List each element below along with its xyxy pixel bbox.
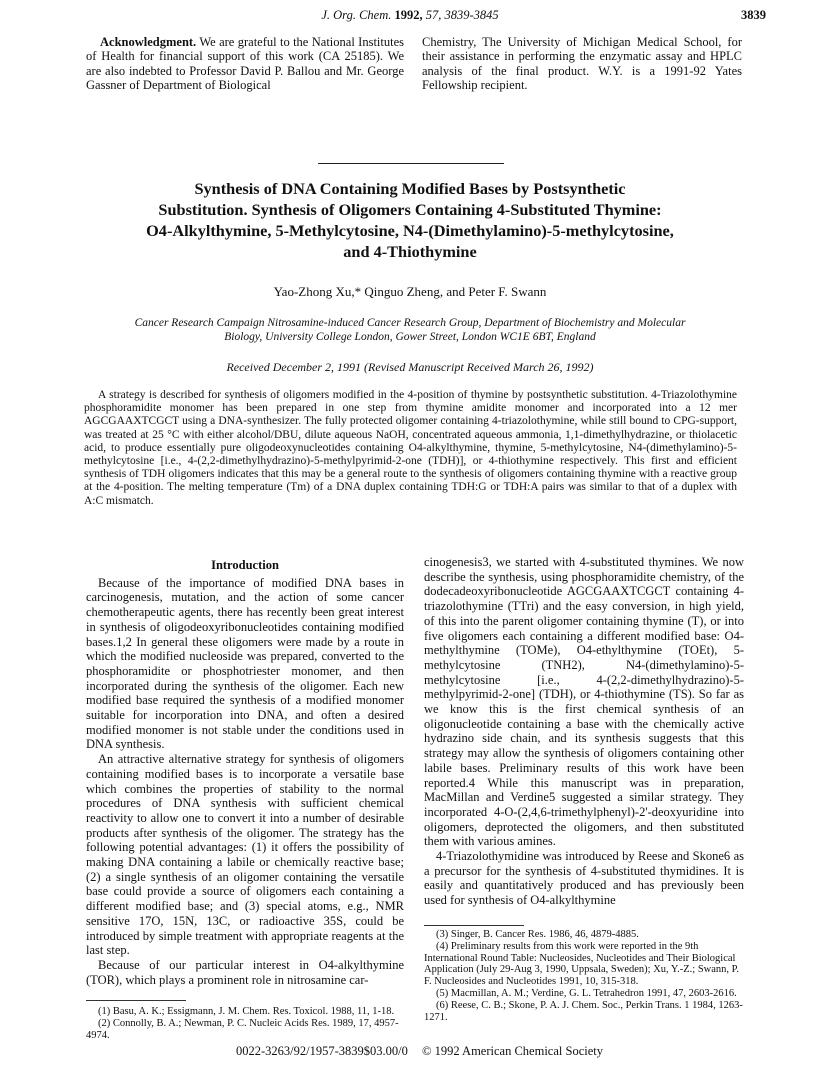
right-column bbox=[424, 555, 744, 908]
footnote-rule-left bbox=[86, 1000, 186, 1001]
footnote-6: (6) Reese, C. B.; Skone, P. A. J. Chem. Soc., Perkin Trans. 1 1984, 1263-1271. bbox=[424, 999, 743, 1023]
footnote-3: (3) Singer, B. Cancer Res. 1986, 46, 4879-4885. bbox=[436, 929, 639, 940]
received-dates: Received December 2, 1991 (Revised Manuscript Received March 26, 1992) bbox=[226, 360, 594, 374]
acknowledgment-text-left: We are grateful to the National Institutes of Health for financial support of this work (CA 25185). We are also indebted to Professor David P. Ballou and Mr. George Gassner of Department of Biological bbox=[86, 35, 405, 93]
copyright-notice: © 1992 American Chemical Society bbox=[422, 1044, 603, 1058]
intro-paragraph-1: Because of the importance of modified DNA bases in carcinogenesis, mutation, and the action of some cancer chemotherapeutic agents, there has recently been great interest in synthesis of oligodeoxyribonucleotides containing modified bases.1,2 In general these oligomers were made by a route in which the modified nucleoside was prepared, converted to the phosphoramidite or phosphotriester monomer, and then incorporated during the synthesis of the oligomer. Each new modified base required the synthesis of a modified monomer suitable for incorporation into DNA, and often a desired modified monomer is not stable under the conditions used in DNA synthesis. bbox=[86, 575, 404, 752]
acknowledgment-left bbox=[86, 35, 404, 93]
page-footer bbox=[0, 1044, 820, 1062]
journal-name: J. Org. Chem. bbox=[321, 8, 392, 22]
acknowledgment-right: Chemistry, The University of Michigan Medical School, for their assistance in performing the enzymatic assay and HPLC analysis of the final product. W.Y. is a 1991-92 Yates Fellowship recipient. bbox=[422, 35, 742, 93]
abstract bbox=[84, 389, 737, 508]
introduction-heading: Introduction bbox=[211, 558, 279, 572]
footnote-4: (4) Preliminary results from this work were reported in the 9th International Round Table: Nucleosides, Nucleotides and Their Biological Application (July 29-Aug 3, 1990, Uppsala, Sweden); Xu, Y.-Z.; Swann, P. F. Nucleosides and Nucleotides 1991, 10, 315-318. bbox=[424, 940, 739, 988]
intro-paragraph-2: An attractive alternative strategy for synthesis of oligomers containing modified bases is to incorporate a versatile base which combines the properties of stability to the normal procedures of DNA synthesis with sufficient chemical reactivity to allow one to convert it into a number of desirable products after synthesis of the oligomer. The strategy has the following potential advantages: (1) it offers the possibility of making DNA containing a labile or chemically reactive base; (2) a single synthesis of an oligomer containing the versatile base could provide a source of oligomers each containing a different modified base; and (3) special atoms, e.g., NMR sensitive 17O, 15N, 13C, or radioactive 35S, could be introduced by simple treatment with appropriate reagents at the last step. bbox=[86, 752, 404, 958]
footnotes-left bbox=[86, 1006, 404, 1041]
running-head bbox=[0, 8, 820, 28]
intro-paragraph-3: Because of our particular interest in O4-alkylthymine (TOR), which plays a prominent role in nitrosamine car- bbox=[86, 957, 404, 987]
article-title bbox=[70, 178, 750, 262]
left-column bbox=[86, 558, 404, 987]
title-line-3: O4-Alkylthymine, 5-Methylcytosine, N4-(Dimethylamino)-5-methylcytosine, bbox=[146, 221, 674, 240]
journal-volume-pages: 57, 3839-3845 bbox=[425, 8, 499, 22]
intro-paragraph-5: 4-Triazolothymidine was introduced by Reese and Skone6 as a precursor for the synthesis of 4-substituted thymidines. It is easily and quantitatively produced and has previously been used for synthesis of O4-alkylthymine bbox=[424, 849, 744, 908]
author-affiliation: Cancer Research Campaign Nitrosamine-induced Cancer Research Group, Department of Biochemistry and Molecular Biology, University College London, Gower Street, London WC1E 6BT, England bbox=[134, 317, 686, 343]
abstract-text: A strategy is described for synthesis of oligomers modified in the 4-position of thymine by postsynthetic substitution. 4-Triazolothymine phosphoramidite monomer has been prepared in one step from thymine amidite monomer and incorporated into a 12 mer AGCGAAXTCGCT using a DNA-synthesizer. The fully protected oligomer containing 4-triazolothymine, while still bound to CPG-support, was treated at 25 °C with either alcohol/DBU, dilute aqueous NaOH, concentrated aqueous ammonia, 1,1-dimethylhydrazine, or thiolacetic acid, to produce essentially pure oligodeoxynucleotides containing O4-alkylthymine, thymine, 5-methylcytosine, N4-(dimethylamino)-5-methylcytosine [i.e., 4-(2,2-dimethylhydrazino)-5-methylpyrimid-2-one (TDH)], or 4-thiothymine respectively. This first and efficient synthesis of TDH oligomers indicates that this may be a general route to the synthesis of oligomers containing thymine with a reactive group at the 4-position. The melting temperature (Tm) of a DNA duplex containing TDH:G or TDH:A pairs was similar to that of a duplex with A:C mismatch. bbox=[84, 389, 737, 507]
footnote-rule-right bbox=[424, 925, 524, 926]
page-number: 3839 bbox=[741, 8, 766, 22]
author-list: Yao-Zhong Xu,* Qinguo Zheng, and Peter F. Swann bbox=[273, 284, 547, 299]
title-line-1: Synthesis of DNA Containing Modified Bases by Postsynthetic bbox=[194, 179, 626, 198]
footnote-2: (2) Connolly, B. A.; Newman, P. C. Nucleic Acids Res. 1989, 17, 4957-4974. bbox=[86, 1017, 399, 1041]
footnotes-right bbox=[424, 929, 746, 1023]
journal-citation bbox=[0, 8, 820, 23]
footnote-1: (1) Basu, A. K.; Essigmann, J. M. Chem. Res. Toxicol. 1988, 11, 1-18. bbox=[98, 1006, 395, 1017]
title-line-4: and 4-Thiothymine bbox=[343, 242, 477, 261]
title-line-2: Substitution. Synthesis of Oligomers Containing 4-Substituted Thymine: bbox=[158, 200, 662, 219]
journal-year: 1992, bbox=[394, 8, 423, 22]
separator-rule bbox=[318, 163, 504, 164]
intro-paragraph-4: cinogenesis3, we started with 4-substituted thymines. We now describe the synthesis, using phosphoramidite chemistry, of the dodecadeoxyribonucleotide AGCGAAXTCGCT containing 4-triazolothymine (TTri) and the easy conversion, in high yield, of this into the parent oligomer containing thymine (T), or into five oligomers each containing a different modified base: O4-methylthymine (TOMe), O4-ethylthymine (TOEt), 5-methylcytosine (TNH2), N4-(dimethylamino)-5-methylcytosine [i.e., 4-(2,2-dimethylhydrazino)-5-methylpyrimid-2-one] (TDH), or 4-thiothymine (TS). So far as we know this is the first chemical synthesis of an oligonucleotide containing a base with the chemically active hydrazino side chain, and its synthesis suggests that this strategy may allow the synthesis of oligomers containing other labile bases. Preliminary results of this work have been reported.4 While this manuscript was in preparation, MacMillan and Verdine5 suggested a similar strategy. They incorporated 4-O-(2,4,6-trimethylphenyl)-2'-deoxyuridine into oligomers, deprotected the oligomers, and then substituted them with various amines. bbox=[424, 555, 744, 849]
footnote-5: (5) Macmillan, A. M.; Verdine, G. L. Tetrahedron 1991, 47, 2603-2616. bbox=[436, 987, 737, 999]
acknowledgment-label: Acknowledgment. bbox=[100, 35, 197, 49]
article-code: 0022-3263/92/1957-3839$03.00/0 bbox=[236, 1044, 408, 1058]
